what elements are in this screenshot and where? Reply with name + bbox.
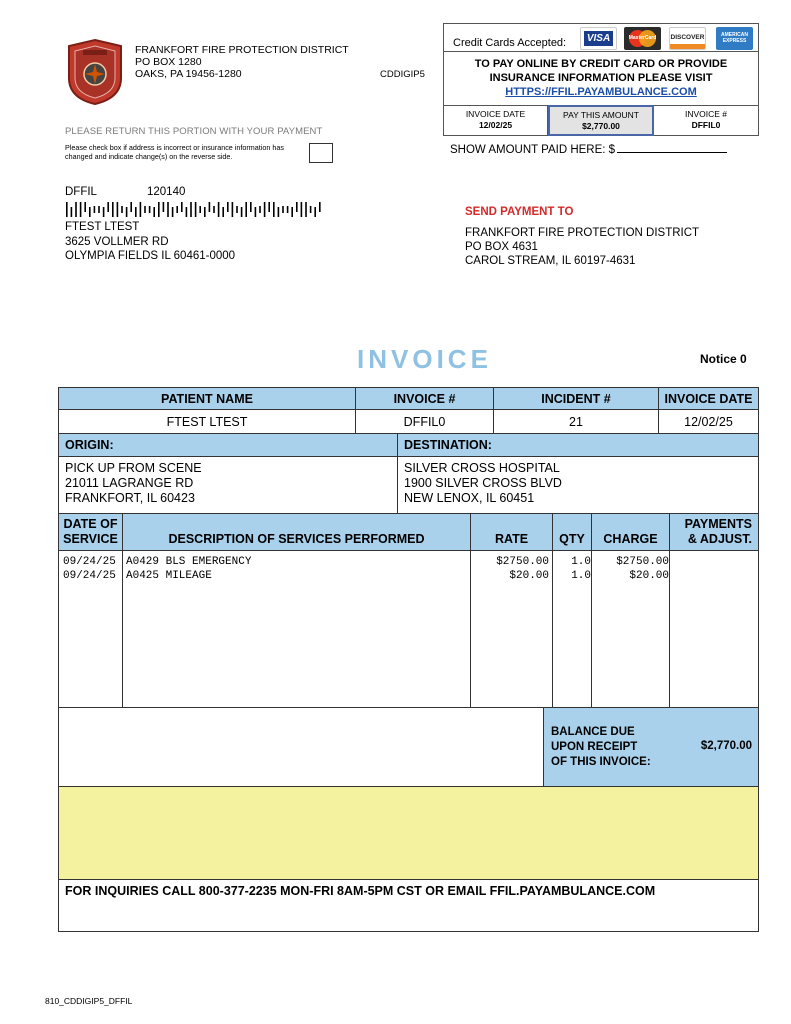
- date-of-service-header-l1: DATE OF: [63, 517, 118, 531]
- origin-line3: FRANKFORT, IL 60423: [65, 491, 195, 505]
- remit-org-name: FRANKFORT FIRE PROTECTION DISTRICT: [135, 44, 349, 56]
- service-rate-2: $20.00: [509, 570, 549, 582]
- notice-number: Notice 0: [700, 352, 747, 366]
- credit-cards-label: Credit Cards Accepted:: [453, 37, 567, 49]
- mastercard-text: MasterCard: [628, 35, 657, 41]
- invoice-title: INVOICE: [357, 344, 492, 374]
- incident-number-value: 21: [494, 410, 659, 434]
- send-payment-address: [465, 226, 699, 268]
- patient-mail-city: OLYMPIA FIELDS IL 60461-0000: [65, 250, 236, 262]
- patient-name-header: PATIENT NAME: [59, 388, 356, 410]
- patient-name-value: FTEST LTEST: [59, 410, 356, 434]
- address-change-note: Please check box if address is incorrect or insurance information has changed and indicate change(s) on the reverse side.: [65, 143, 284, 161]
- paybox-invoice-date-value: 12/02/25: [478, 120, 513, 130]
- payments-header-l2: & ADJUST.: [687, 532, 752, 546]
- fire-district-logo: [65, 38, 125, 106]
- credit-cards-row: [444, 24, 758, 52]
- qty-header: QTY: [553, 514, 592, 551]
- date-of-service-header: [59, 514, 123, 551]
- origin-header: ORIGIN:: [59, 434, 398, 457]
- postal-barcode: [65, 202, 327, 217]
- service-description-2: A0425 MILEAGE: [126, 570, 212, 582]
- send-payment-line1: FRANKFORT FIRE PROTECTION DISTRICT: [465, 227, 700, 239]
- invoice-table: [58, 387, 759, 932]
- account-prefix: DFFIL: [65, 186, 97, 198]
- destination-address: [398, 457, 758, 514]
- balance-due-label-l3: OF THIS INVOICE:: [551, 756, 651, 768]
- discover-card-icon: [669, 27, 706, 50]
- visa-card-icon: [580, 27, 617, 50]
- pay-online-text: [444, 57, 758, 99]
- service-charges-column: [592, 551, 670, 708]
- payments-header-l1: PAYMENTS: [684, 517, 752, 531]
- service-description-1: A0429 BLS EMERGENCY: [126, 556, 252, 568]
- paybox-invoice-number: [654, 106, 758, 136]
- payment-box: [443, 23, 759, 136]
- form-code: CDDIGIP5: [380, 69, 425, 80]
- inquiries-line: FOR INQUIRIES CALL 800-377-2235 MON-FRI 8AM-5PM CST OR EMAIL FFIL.PAYAMBULANCE.COM: [65, 884, 656, 898]
- pay-online-line2: INSURANCE INFORMATION PLEASE VISIT: [489, 72, 713, 84]
- rate-header: RATE: [471, 514, 553, 551]
- invoice-date-header: INVOICE DATE: [659, 388, 758, 410]
- charge-header: CHARGE: [592, 514, 670, 551]
- amex-card-icon: [716, 27, 753, 50]
- destination-header: DESTINATION:: [398, 434, 758, 457]
- mastercard-icon: [624, 27, 661, 50]
- amount-paid-field[interactable]: [450, 142, 727, 156]
- patient-mailing-address: [65, 220, 235, 264]
- paybox-pay-amount-label: PAY THIS AMOUNT: [563, 110, 639, 120]
- destination-line2: 1900 SILVER CROSS BLVD: [404, 476, 562, 490]
- invoice-number-header: INVOICE #: [356, 388, 494, 410]
- service-charge-1: $2750.00: [616, 556, 669, 568]
- service-charge-2: $20.00: [629, 570, 669, 582]
- destination-line1: SILVER CROSS HOSPITAL: [404, 461, 560, 475]
- service-date-2: 09/24/25: [63, 570, 116, 582]
- paybox-invoice-date: [444, 106, 548, 136]
- service-payments-column: [670, 551, 758, 708]
- service-rate-1: $2750.00: [496, 556, 549, 568]
- message-area: [59, 787, 758, 880]
- remit-city: OAKS, PA 19456-1280: [135, 68, 242, 80]
- address-change-checkbox[interactable]: [309, 143, 333, 163]
- balance-due-amount: $2,770.00: [700, 740, 752, 752]
- invoice-date-value: 12/02/25: [659, 410, 758, 434]
- pay-online-line1: TO PAY ONLINE BY CREDIT CARD OR PROVIDE: [474, 58, 728, 70]
- date-of-service-header-l2: SERVICE: [63, 532, 118, 546]
- amount-paid-blank[interactable]: [617, 142, 727, 153]
- patient-mail-street: 3625 VOLLMER RD: [65, 235, 169, 248]
- destination-line3: NEW LENOX, IL 60451: [404, 491, 535, 505]
- pay-summary-row: [444, 105, 758, 135]
- remit-address: [135, 44, 349, 80]
- balance-due-box: [544, 708, 758, 787]
- balance-left-blank: [59, 708, 544, 787]
- service-dates-column: [59, 551, 123, 708]
- amount-paid-label: SHOW AMOUNT PAID HERE: $: [450, 144, 616, 156]
- balance-due-label-l2: UPON RECEIPT: [551, 741, 638, 753]
- service-qty-2: 1.0: [571, 570, 591, 582]
- service-descriptions-column: [123, 551, 471, 708]
- paybox-pay-amount: [548, 105, 654, 136]
- paybox-invoice-date-label: INVOICE DATE: [465, 109, 526, 119]
- patient-mail-name: FTEST LTEST: [65, 221, 140, 233]
- incident-number-header: INCIDENT #: [494, 388, 659, 410]
- visa-card-text: VISA: [586, 33, 611, 44]
- service-date-1: 09/24/25: [63, 556, 116, 568]
- balance-due-label: [551, 725, 651, 770]
- invoice-number-value: DFFIL0: [356, 410, 494, 434]
- origin-line1: PICK UP FROM SCENE: [65, 461, 202, 475]
- service-qty-1: 1.0: [571, 556, 591, 568]
- paybox-invoice-number-value: DFFIL0: [691, 120, 721, 130]
- origin-line2: 21011 LAGRANGE RD: [65, 476, 194, 490]
- service-qty-column: [553, 551, 592, 708]
- pay-online-link[interactable]: HTTPS://FFIL.PAYAMBULANCE.COM: [505, 86, 697, 98]
- footer-code: 810_CDDIGIP5_DFFIL: [45, 996, 133, 1006]
- amex-card-text: AMERICAN EXPRESS: [721, 32, 748, 44]
- description-header: DESCRIPTION OF SERVICES PERFORMED: [123, 514, 471, 551]
- account-line: [65, 186, 186, 198]
- return-note: PLEASE RETURN THIS PORTION WITH YOUR PAYMENT: [65, 126, 323, 137]
- service-rates-column: [471, 551, 553, 708]
- remit-po-box: PO BOX 1280: [135, 56, 202, 68]
- payments-header: [670, 514, 758, 551]
- paybox-pay-amount-value: $2,770.00: [582, 121, 620, 131]
- discover-card-text: DISCOVER: [670, 34, 705, 41]
- send-payment-label: SEND PAYMENT TO: [465, 206, 574, 218]
- origin-address: [59, 457, 398, 514]
- send-payment-line3: CAROL STREAM, IL 60197-4631: [465, 255, 636, 267]
- account-number: 120140: [147, 186, 186, 198]
- send-payment-line2: PO BOX 4631: [465, 241, 538, 253]
- paybox-invoice-number-label: INVOICE #: [684, 109, 728, 119]
- balance-due-label-l1: BALANCE DUE: [551, 726, 635, 738]
